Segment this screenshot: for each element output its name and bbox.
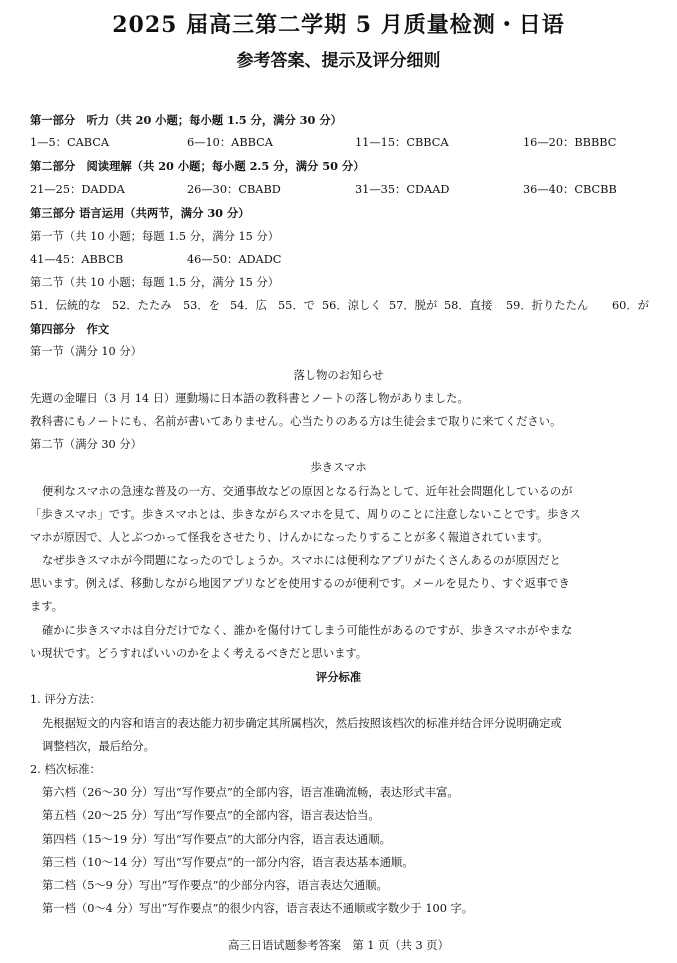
answer-item: 60．が [612,299,649,312]
grading-method-line: 调整档次，最后给分。 [42,740,155,753]
part3-section2-heading: 第二节（共 10 小题；每题 1.5 分，满分 15 分） [30,276,280,289]
answer-group: 1—5：CABCA [30,136,110,149]
page-subtitle: 参考答案、提示及评分细则 [236,51,441,71]
notice-line: 教科書にもノートにも、名前が書いてありません。心当たりのある方は生徒会まで取りに来てください。 [30,415,562,428]
grading-level: 第三档（10～14 分）写出“写作要点”的一部分内容，语言表达基本通顺。 [42,856,414,869]
page-footer: 高三日语试题参考答案 第 1 页（共 3 页） [228,939,449,952]
part4-section1-heading: 第一节（满分 10 分） [30,345,142,358]
grading-method-line: 先根据短文的内容和语言的表达能力初步确定其所属档次，然后按照该档次的标准并结合评分说明确定或 [42,717,562,730]
essay-title: 歩きスマホ [310,461,367,474]
notice-line: 先週の金曜日（3 月 14 日）運動場に日本語の教科書とノートの落し物がありました。 [30,392,469,405]
answer-item: 55．で [278,299,315,312]
essay-line: 確かに歩きスマホは自分だけでなく、誰かを傷付けてしまう可能性があるのですが、歩きスマホがやまな [42,624,573,637]
part2-heading: 第二部分 阅读理解（共 20 小题；每小题 2.5 分，满分 50 分） [30,159,365,173]
answer-group: 41—45：ABBCB [30,253,124,266]
grading-level: 第六档（26～30 分）写出“写作要点”的全部内容，语言准确流畅，表达形式丰富。 [42,786,459,799]
essay-line: 「歩きスマホ」です。歩きスマホとは、歩きながらスマホを見て、周りのことに注意しないことです。歩きス [30,508,581,521]
part4-section2-heading: 第二节（满分 30 分） [30,438,142,451]
essay-line: 思います。例えば、移動しながら地図アプリなどを使用するのが便利です。メールを見たり、すぐ返事でき [30,577,570,590]
notice-title: 落し物のお知らせ [293,369,384,382]
essay-line: なぜ歩きスマホが今問題になったのでしょうか。スマホには便利なアプリがたくさんあるのが原因だと [42,554,561,567]
answer-item: 59．折りたたん [506,299,589,312]
essay-line: マホが原因で、人とぶつかって怪我をさせたり、けんかになったりすることが多く報道されています。 [30,531,549,544]
essay-line: 便利なスマホの急速な普及の一方、交通事故などの原因となる行為として、近年社会問題化しているのが [42,485,573,498]
page-title: 2025 届高三第二学期 5 月质量检测・日语 [112,12,565,38]
grading-levels-heading: 2. 档次标准： [30,763,101,776]
answer-group: 36—40：CBCBB [523,183,617,196]
answer-item: 52．たたみ [112,299,172,312]
grading-level: 第二档（5～9 分）写出“写作要点”的少部分内容，语言表达欠通顺。 [42,879,388,892]
answer-group: 21—25：DADDA [30,183,125,196]
essay-line: い現状です。どうすればいいのかをよく考えるべきだと思います。 [30,647,368,660]
grading-level: 第五档（20～25 分）写出“写作要点”的全部内容，语言表达恰当。 [42,809,380,822]
answer-group: 6—10：ABBCA [187,136,273,149]
grading-level: 第一档（0～4 分）写出“写作要点”的很少内容，语言表达不通顺或字数少于 100 字。 [42,902,474,915]
grading-level: 第四档（15～19 分）写出“写作要点”的大部分内容，语言表达通顺。 [42,833,391,846]
answer-item: 51．伝統的な [30,299,101,312]
part3-heading: 第三部分 语言运用（共两节，满分 30 分） [30,206,250,220]
answer-item: 56．涼しく [322,299,382,312]
grading-title: 评分标准 [315,670,362,684]
answer-group: 11—15：CBBCA [355,136,449,149]
answer-group: 46—50：ADADC [187,253,282,266]
answer-group: 16—20：BBBBC [523,136,617,149]
part3-section1-heading: 第一节（共 10 小题；每题 1.5 分，满分 15 分） [30,230,280,243]
answer-group: 26—30：CBABD [187,183,281,196]
answer-item: 54．広 [230,299,267,312]
answer-item: 57．脱が [389,299,438,312]
answer-item: 58．直接 [444,299,493,312]
grading-method-heading: 1. 评分方法： [30,693,101,706]
essay-line: ます。 [30,600,63,613]
part1-heading: 第一部分 听力（共 20 小题；每小题 1.5 分，满分 30 分） [30,113,342,127]
part4-heading: 第四部分 作文 [30,322,110,336]
answer-item: 53．を [183,299,220,312]
answer-group: 31—35：CDAAD [355,183,450,196]
